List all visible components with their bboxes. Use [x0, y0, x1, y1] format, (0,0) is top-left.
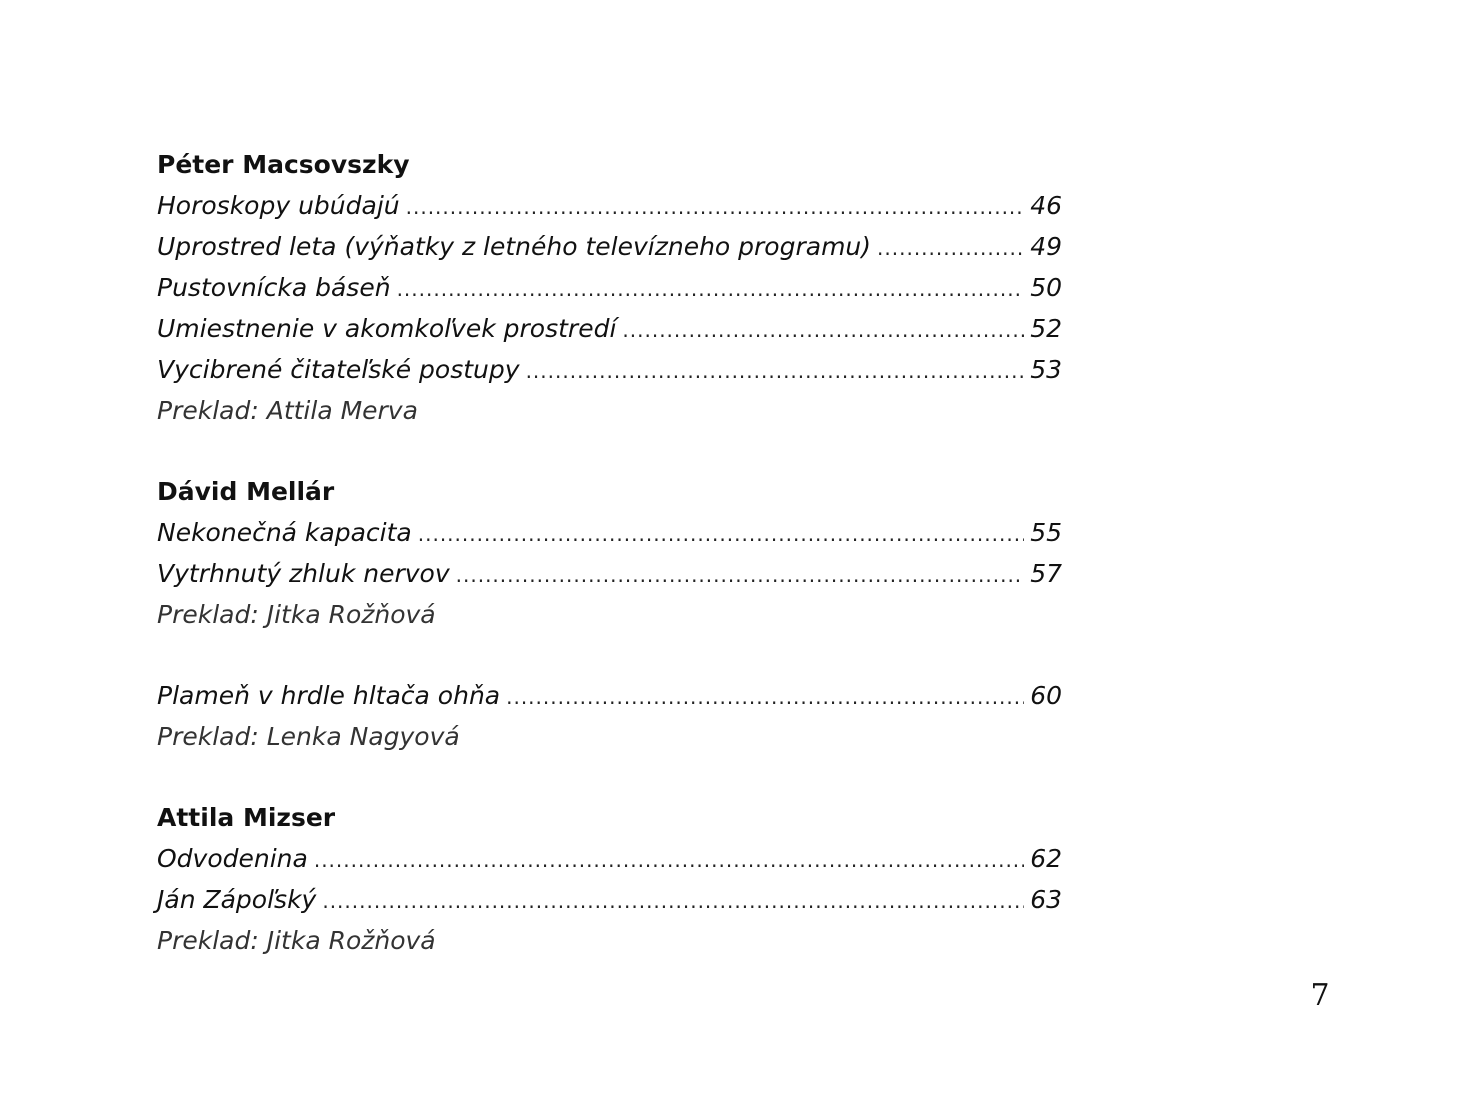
entry-page-number: 49 [1030, 232, 1062, 261]
entry-title: Plameň v hrdle hltača ohňa [157, 681, 501, 710]
translator-credit: Preklad: Jitka Rožňová [157, 600, 436, 629]
author-name: Attila Mizser [157, 803, 336, 832]
entry-title: Ján Zápoľský [157, 885, 317, 914]
entry-page-number: 60 [1030, 681, 1062, 710]
toc-entry [157, 267, 1062, 308]
entry-page-number: 62 [1030, 844, 1062, 873]
dot-leader [622, 310, 1024, 351]
dot-leader [526, 351, 1025, 392]
dot-leader [877, 228, 1024, 269]
entry-title: Odvodenina [157, 844, 308, 873]
page-number: 7 [1310, 978, 1330, 1013]
entry-title: Nekonečná kapacita [157, 518, 412, 547]
toc-entry [157, 226, 1062, 267]
entry-title: Vycibrené čitateľské postupy [157, 355, 520, 384]
entry-title: Uprostred leta (výňatky z letného televízneho programu) [157, 232, 872, 261]
author-name: Dávid Mellár [157, 477, 335, 506]
toc-entry [157, 838, 1062, 879]
toc-entry [157, 879, 1062, 920]
entry-page-number: 53 [1030, 355, 1062, 384]
entry-page-number: 50 [1030, 273, 1062, 302]
toc-entry [157, 185, 1062, 226]
dot-leader [406, 187, 1025, 228]
toc-entry [157, 308, 1062, 349]
entry-title: Vytrhnutý zhluk nervov [157, 559, 450, 588]
entry-page-number: 63 [1030, 885, 1062, 914]
dot-leader [314, 840, 1024, 881]
toc-entry [157, 349, 1062, 390]
translator-credit: Preklad: Attila Merva [157, 396, 418, 425]
translator-credit: Preklad: Lenka Nagyová [157, 722, 460, 751]
dot-leader [418, 514, 1024, 555]
toc-section-mellar [157, 471, 1062, 635]
entry-page-number: 55 [1030, 518, 1062, 547]
entry-page-number: 52 [1030, 314, 1062, 343]
dot-leader [456, 555, 1025, 596]
toc-section-mizser [157, 797, 1062, 961]
toc-entry [157, 512, 1062, 553]
toc-section-untitled [157, 675, 1062, 757]
translator-credit: Preklad: Jitka Rožňová [157, 926, 436, 955]
dot-leader [506, 677, 1024, 718]
table-of-contents [157, 144, 1062, 1001]
toc-entry [157, 553, 1062, 594]
dot-leader [322, 881, 1024, 922]
entry-title: Umiestnenie v akomkoľvek prostredí [157, 314, 617, 343]
author-name: Péter Macsovszky [157, 150, 410, 179]
entry-title: Horoskopy ubúdajú [157, 191, 400, 220]
toc-section-macsovszky [157, 144, 1062, 431]
entry-page-number: 57 [1030, 559, 1062, 588]
toc-entry [157, 675, 1062, 716]
entry-title: Pustovnícka báseň [157, 273, 391, 302]
dot-leader [397, 269, 1025, 310]
entry-page-number: 46 [1030, 191, 1062, 220]
